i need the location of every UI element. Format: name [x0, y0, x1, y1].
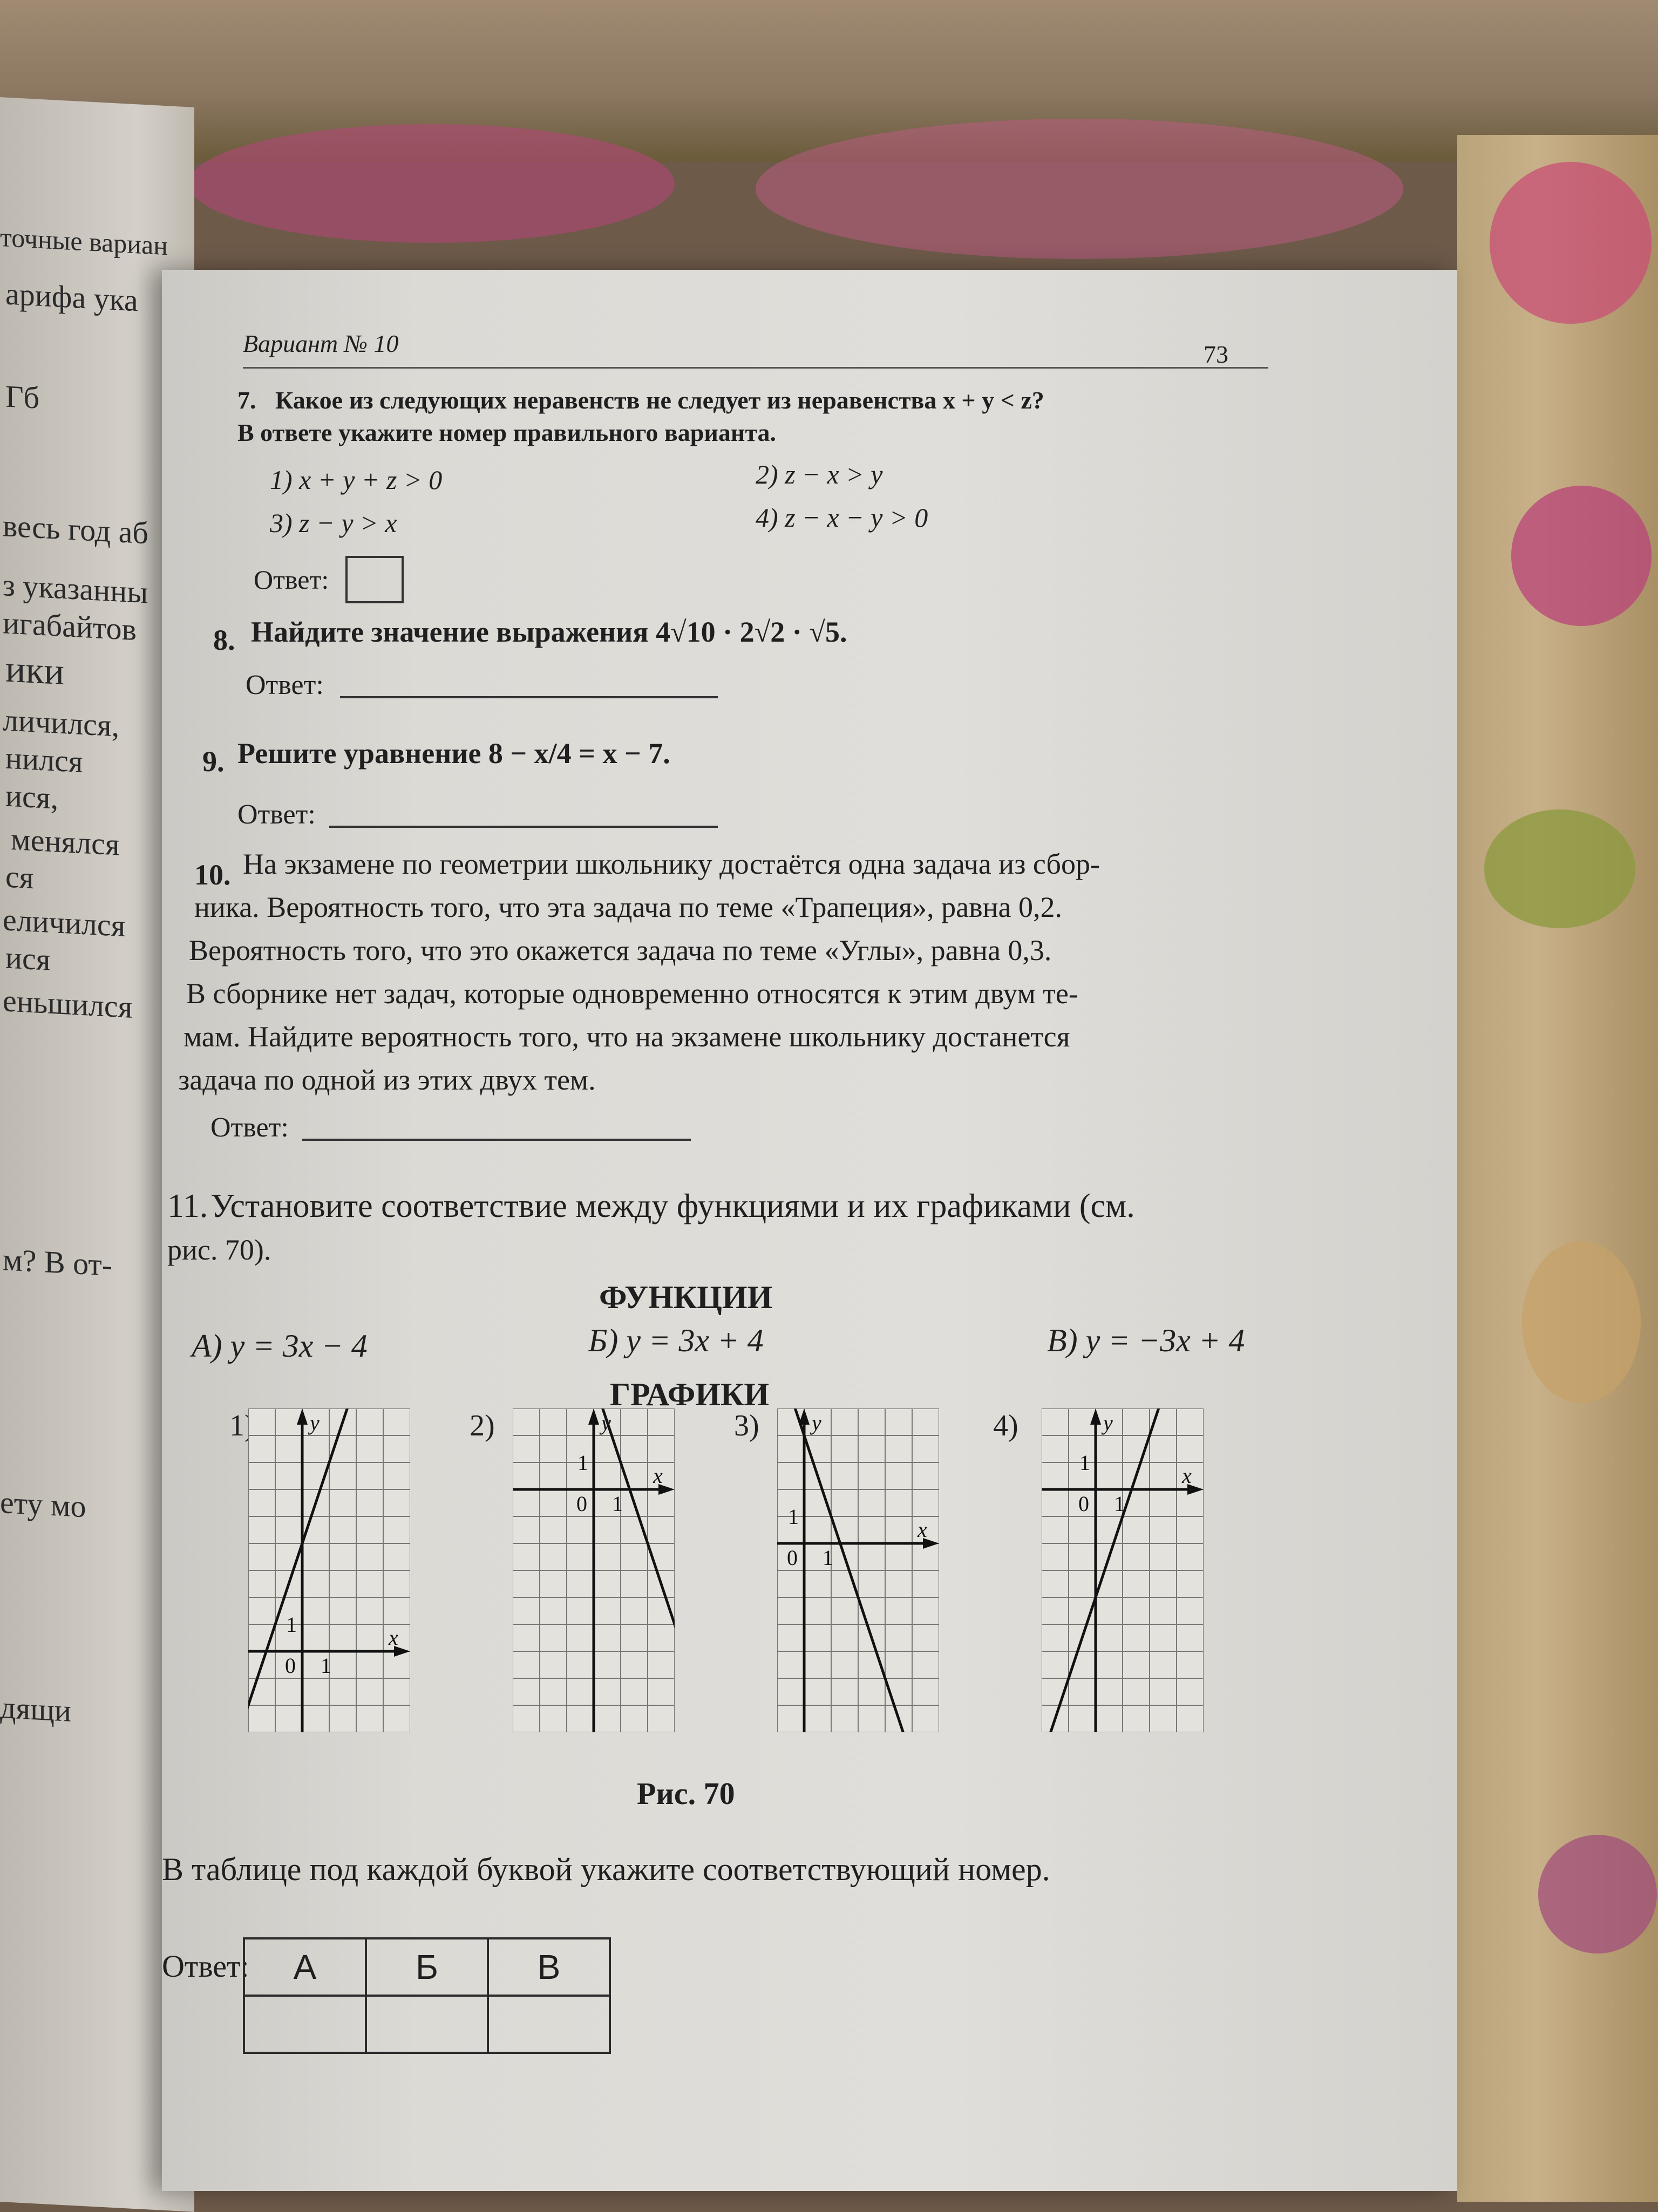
origin-label: 0: [285, 1653, 296, 1678]
left-page-line: менялся: [11, 821, 120, 862]
answer-cell-a[interactable]: [244, 1996, 366, 2053]
q8-answer-line[interactable]: [340, 696, 718, 698]
x-axis-label: x: [389, 1625, 398, 1650]
graph-4: [1042, 1408, 1204, 1732]
tick-label-y: 1: [788, 1505, 799, 1529]
q7-text: Какое из следующих неравенств не следует из неравенства x + y < z?: [275, 386, 1044, 414]
origin-label: 0: [787, 1546, 798, 1570]
answer-table-header-a: А: [244, 1938, 366, 1996]
answer-table-header-c: В: [488, 1938, 610, 1996]
q10-line-5: мам. Найдите вероятность того, что на экзамене школьнику достанется: [184, 1020, 1070, 1053]
fabric-flower: [1511, 486, 1652, 626]
q10-line-2: ника. Вероятность того, что эта задача по теме «Трапеция», равна 0,2.: [194, 891, 1062, 923]
q10-number: 10.: [194, 859, 231, 891]
graph-3: [777, 1408, 939, 1732]
tick-label-y: 1: [577, 1451, 588, 1475]
q7-text-2: В ответе укажите номер правильного варианта.: [237, 419, 776, 446]
textbook-page: [162, 270, 1457, 2191]
q9-answer-label: Ответ:: [237, 799, 316, 830]
x-axis-label: x: [1182, 1464, 1192, 1488]
left-page-line: дящи: [0, 1690, 71, 1728]
y-axis-label: y: [812, 1411, 821, 1435]
q7-answer-label: Ответ:: [254, 564, 329, 595]
x-axis-label: x: [918, 1517, 927, 1542]
graph-2-label: 2): [470, 1409, 495, 1442]
figure-caption: Рис. 70: [637, 1776, 735, 1811]
left-page-line: ся: [5, 859, 34, 896]
y-axis-arrow: [588, 1408, 599, 1425]
left-page-line: еньшился: [3, 983, 133, 1025]
q7-option-4: 4) z − x − y > 0: [756, 502, 928, 533]
left-page-line: ики: [5, 648, 64, 693]
y-axis-arrow: [297, 1408, 308, 1425]
q10-answer-label: Ответ:: [210, 1112, 289, 1143]
q10-line-6: задача по одной из этих двух тем.: [178, 1064, 596, 1096]
q7-option-3: 3) z − y > x: [270, 508, 397, 538]
fabric-flower: [1484, 809, 1635, 928]
graphs-heading: ГРАФИКИ: [610, 1377, 770, 1412]
q9-answer-line[interactable]: [329, 826, 718, 828]
q10-line-3: Вероятность того, что это окажется задача по теме «Углы», равна 0,3.: [189, 934, 1052, 967]
left-page-line: з указанны: [3, 567, 148, 610]
answer-cell-b[interactable]: [366, 1996, 488, 2053]
x-axis-label: x: [653, 1464, 663, 1488]
origin-label: 0: [576, 1492, 587, 1516]
fabric-flower: [1538, 1835, 1657, 1954]
left-page-line: весь год аб: [3, 508, 148, 551]
tick-label-x: 1: [1114, 1492, 1125, 1516]
q7-number: 7.: [237, 386, 256, 414]
q8-number: 8.: [213, 624, 235, 656]
answer-table-header-b: Б: [366, 1938, 488, 1996]
y-axis-label: y: [601, 1411, 611, 1435]
answer-table: [243, 1937, 611, 2054]
function-a: А) y = 3x − 4: [192, 1328, 368, 1364]
tick-label-x: 1: [823, 1546, 833, 1570]
graph-4-label: 4): [993, 1409, 1018, 1442]
function-c: В) y = −3x + 4: [1047, 1323, 1245, 1358]
q9-text: Решите уравнение 8 − x/4 = x − 7.: [237, 737, 670, 770]
page-number: 73: [1204, 341, 1228, 368]
q11-text: Установите соответствие между функциями и их графиками (см.: [210, 1188, 1135, 1224]
fabric-flower: [189, 124, 675, 243]
q7-option-2: 2) z − x > y: [756, 459, 883, 489]
tick-label-y: 1: [286, 1612, 297, 1637]
graph-3-label: 3): [734, 1409, 759, 1442]
q11-text-2: рис. 70).: [167, 1234, 271, 1266]
fabric-flower: [756, 119, 1403, 259]
functions-heading: ФУНКЦИИ: [599, 1279, 773, 1315]
q10-answer-line[interactable]: [302, 1139, 691, 1141]
left-page-line: м? В от-: [3, 1242, 113, 1283]
q7-answer-box[interactable]: [345, 556, 404, 603]
origin-label: 0: [1078, 1492, 1089, 1516]
left-page-line: Гб: [5, 378, 40, 416]
y-axis-label: y: [310, 1411, 320, 1435]
header-rule: [243, 367, 1268, 369]
y-axis-label: y: [1103, 1411, 1113, 1435]
left-page-line: точные вариан: [0, 222, 168, 261]
fabric-flower: [1522, 1241, 1641, 1403]
graph-1-label: 1): [229, 1409, 255, 1442]
q9-number: 9.: [202, 745, 225, 778]
tick-label-x: 1: [321, 1653, 331, 1678]
left-page-line: ися: [5, 940, 51, 977]
tick-label-y: 1: [1079, 1451, 1090, 1475]
y-axis-arrow: [1090, 1408, 1101, 1425]
table-instruction: В таблице под каждой буквой укажите соответствующий номер.: [162, 1852, 1050, 1887]
background-fabric: [0, 0, 1658, 162]
left-page-line: нился: [5, 740, 83, 780]
q8-answer-label: Ответ:: [246, 670, 324, 700]
q11-answer-label: Ответ:: [162, 1949, 249, 1984]
fabric-flower: [1490, 162, 1652, 324]
left-page-line: ися,: [5, 778, 58, 816]
q8-text: Найдите значение выражения 4√10 · 2√2 · √5.: [251, 616, 847, 648]
tick-label-x: 1: [612, 1492, 623, 1516]
left-page-line: ету мо: [0, 1485, 86, 1524]
function-b: Б) y = 3x + 4: [588, 1323, 764, 1358]
answer-cell-c[interactable]: [488, 1996, 610, 2053]
q11-number: 11.: [167, 1188, 208, 1224]
graph-2: [513, 1408, 675, 1732]
left-page-line: личился,: [3, 702, 120, 744]
q10-line-4: В сборнике нет задач, которые одновременно относятся к этим двум те-: [186, 977, 1078, 1010]
left-page-line: арифа ука: [5, 276, 138, 318]
q10-line-1: На экзамене по геометрии школьнику достаётся одна задача из сбор-: [243, 848, 1100, 880]
left-page-line: игабайтов: [3, 605, 137, 648]
left-page-line: еличился: [3, 902, 126, 944]
graph-1: [248, 1408, 410, 1732]
variant-header: Вариант № 10: [243, 330, 399, 357]
q7-option-1: 1) x + y + z > 0: [270, 465, 443, 495]
